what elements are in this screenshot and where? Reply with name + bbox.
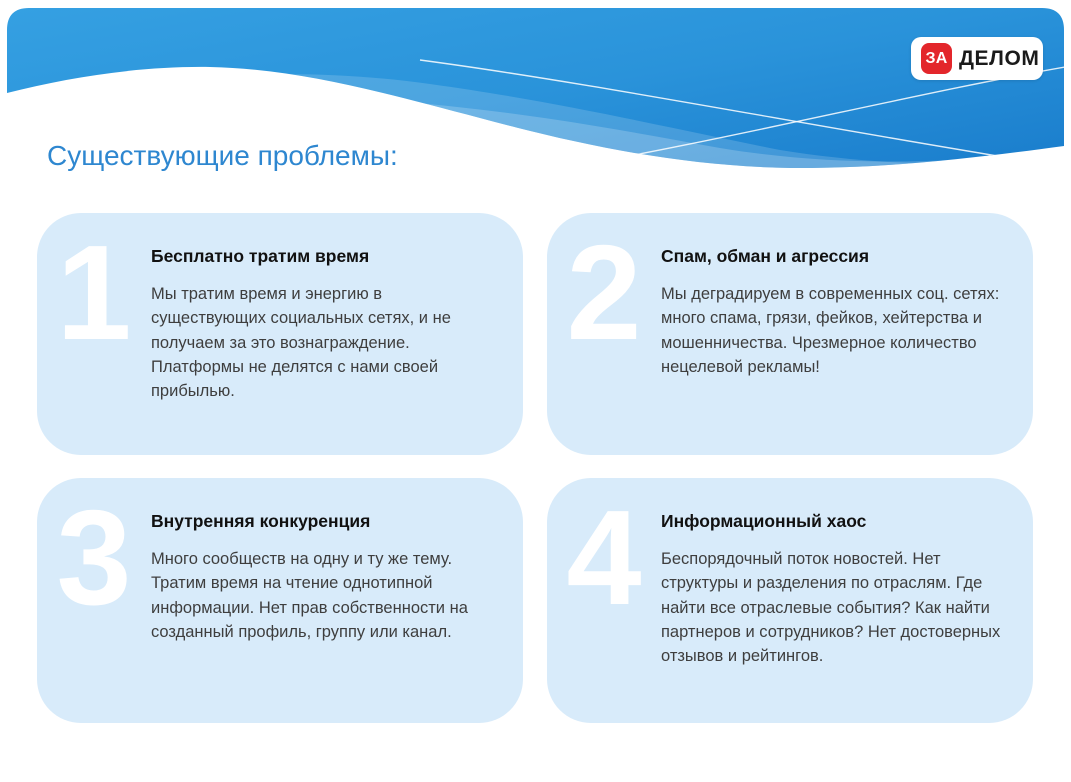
card-text-column [661, 213, 1033, 455]
logo-badge: ЗА [921, 43, 952, 74]
problem-card-3 [37, 478, 523, 723]
card-title: Информационный хаос [661, 511, 867, 531]
card-text-column [151, 213, 523, 455]
card-title: Спам, обман и агрессия [661, 246, 870, 266]
problem-card-2 [547, 213, 1033, 455]
logo-text: ДЕЛОМ [959, 46, 1040, 70]
card-number-column [547, 478, 661, 723]
card-number-column [547, 213, 661, 455]
card-text-column [661, 478, 1033, 723]
problem-card-4 [547, 478, 1033, 723]
card-number: 1 [56, 217, 132, 368]
card-body: Мы деградируем в современных соц. сетях: много спама, грязи, фейков, хейтерства и мошенничества. Чрезмерное количество нецелевой рекламы! [661, 285, 1000, 376]
card-number: 3 [56, 482, 132, 633]
card-number-column [37, 478, 151, 723]
card-title: Внутренняя конкуренция [151, 511, 371, 531]
card-title: Бесплатно тратим время [151, 246, 370, 266]
card-body: Мы тратим время и энергию в существующих социальных сетях, и не получаем за это вознаграждение. Платформы не делятся с нами своей прибылью. [151, 285, 451, 400]
card-number: 2 [566, 217, 642, 368]
problem-cards [37, 213, 1033, 723]
logo [911, 37, 1043, 80]
card-body: Много сообществ на одну и ту же тему. Тратим время на чтение однотипной информации. Нет прав собственности на созданный профиль, группу или канал. [151, 550, 468, 641]
problem-card-1 [37, 213, 523, 455]
card-body: Беспорядочный поток новостей. Нет структуры и разделения по отраслям. Где найти все отраслевые события? Как найти партнеров и сотрудников? Нет достоверных отзывов и рейтингов. [661, 550, 1001, 665]
card-number-column [37, 213, 151, 455]
page-title: Существующие проблемы: [47, 140, 398, 171]
card-text-column [151, 478, 523, 723]
card-number: 4 [566, 482, 642, 633]
